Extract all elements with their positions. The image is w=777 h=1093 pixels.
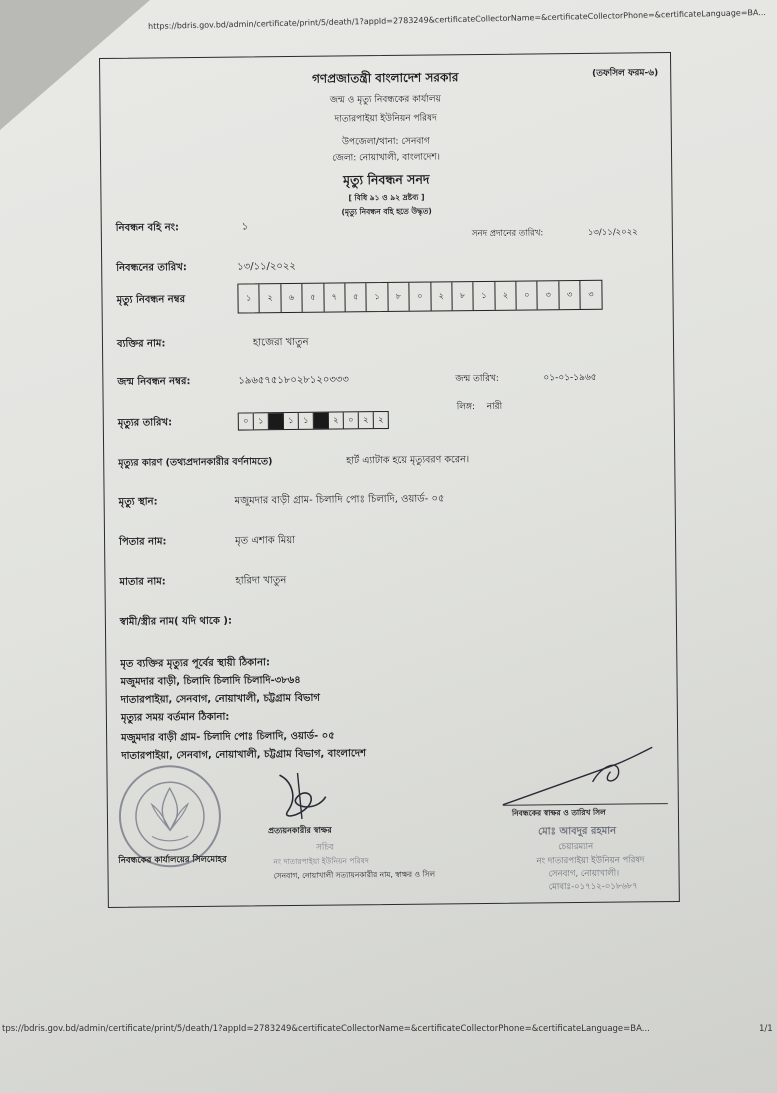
- birth-reg-value: ১৯৬৫৭৫১৮০২৮১২০৩৩৩: [238, 374, 349, 387]
- upazila-name: উপজেলা/থানা: সেনবাগ: [341, 136, 430, 148]
- death-date-digit: ০: [239, 413, 254, 429]
- issue-date-label: সনদ প্রদানের তারিখ:: [471, 228, 544, 240]
- reg-number-digit: ১: [238, 284, 260, 312]
- reg-date-value: ১৩/১১/২০২২: [237, 260, 296, 273]
- perm-address-label: মৃত ব্যক্তির মৃত্যুর পূর্বের স্থায়ী ঠিকানা:: [120, 657, 270, 670]
- registrar-label: নিবন্ধকের স্বাক্ষর ও তারিখ সিল: [511, 807, 606, 818]
- name-label: ব্যক্তির নাম:: [116, 338, 166, 350]
- union-name: দাতারপাইয়া ইউনিয়ন পরিষদ: [334, 113, 437, 125]
- extract-note: (মৃত্যু নিবন্ধন বহি হতে উদ্ধৃত): [341, 206, 432, 217]
- death-date-digit: ১: [299, 413, 314, 429]
- verifier-title: সচিব: [316, 842, 334, 853]
- verifier-signature: [267, 767, 338, 828]
- reg-no-label: মৃত্যু নিবন্ধন নম্বর: [116, 294, 186, 306]
- certificate-title: মৃত্যু নিবন্ধন সনদ: [343, 171, 430, 188]
- registrar-phone: মোবাঃ-০১৭১২-০১৮৬৮৭: [548, 881, 638, 893]
- gender-value: নারী: [486, 401, 503, 412]
- dob-label: জন্ম তারিখ:: [455, 373, 499, 385]
- death-date-separator: [269, 413, 284, 429]
- district-name: জেলা: নোয়াখালী, বাংলাদেশ।: [332, 152, 440, 164]
- spouse-label: স্বামী/স্ত্রীর নাম( যদি থাকে ):: [119, 615, 233, 628]
- reg-number-digit: ৫: [303, 284, 325, 312]
- reg-number-boxes: [237, 280, 602, 314]
- reg-number-digit: ৫: [345, 283, 367, 311]
- death-date-digit: ২: [329, 412, 344, 428]
- book-no-label: নিবন্ধন বহি নং:: [115, 222, 180, 234]
- place-value: মজুমদার বাড়ী গ্রাম- চিলাদি পোঃ চিলাদি, ওয়ার্ড- ০৫: [234, 493, 445, 507]
- place-label: মৃত্যু স্থান:: [118, 496, 158, 508]
- verifier-office: নং দাতারপাইয়া ইউনিয়ন পরিষদ: [273, 856, 369, 867]
- curr-address-label: মৃত্যুর সময় বর্তমান ঠিকানা:: [120, 711, 230, 724]
- death-date-boxes: [238, 411, 389, 431]
- death-date-digit: ২: [359, 412, 374, 428]
- registrar-area: সেনবাগ, নোয়াখালী।: [548, 868, 620, 880]
- registrar-name: মোঃ আবদুর রহমান: [538, 825, 617, 838]
- death-date-digit: ২: [378, 414, 384, 424]
- reg-number-digit: ০: [409, 283, 431, 311]
- reg-number-digit: ২: [495, 282, 517, 310]
- verifier-caption: সেনবাগ, নোয়াখালী সত্যায়নকারীর নাম, স্বাক্ষর ও সিল: [273, 869, 436, 881]
- perm-address-line1: মজুমদার বাড়ী, চিলাদি চিলাদি চিলাদি-৩৮৬৪: [120, 674, 301, 688]
- death-certificate: [99, 52, 680, 908]
- reg-date-label: নিবন্ধনের তারিখ:: [116, 262, 187, 274]
- reg-number-digit: ৬: [281, 284, 303, 312]
- cause-value: হার্ট এ্যাটাক হয়ে মৃত্যুবরণ করেন।: [346, 454, 470, 467]
- name-value: হাজেরা খাতুন: [252, 336, 309, 349]
- mother-value: হারিদা খাতুন: [235, 575, 287, 587]
- curr-address-line2: দাতারপাইয়া, সেনবাগ, নোয়াখালী, চট্টগ্রাম বিভাগ, বাংলাদেশ: [121, 748, 367, 762]
- mother-label: মাতার নাম:: [119, 576, 166, 588]
- reg-number-digit: ২: [260, 284, 282, 312]
- print-url-footer: tps://bdris.gov.bd/admin/certificate/print/5/death/1?appId=2783249&certificateCollectorName=&certificateCollectorPhone=&certificateLanguage=BA...: [2, 1024, 650, 1034]
- seal-caption: নিবন্ধকের কার্যালয়ের সিলমোহর: [118, 854, 227, 866]
- registrar-title: চেয়ারম্যান: [558, 841, 594, 853]
- government-title: গণপ্রজাতন্ত্রী বাংলাদেশ সরকার: [311, 70, 459, 86]
- death-date-digit: ১: [254, 413, 269, 429]
- gender-label: লিঙ্গ:: [456, 402, 476, 413]
- print-url-header: https://bdris.gov.bd/admin/certificate/print/5/death/1?appId=2783249&certificateCollectorName=&certificateCollectorPhone=&certificateLanguage=BA...: [148, 7, 767, 31]
- father-label: পিতার নাম:: [119, 536, 167, 548]
- reg-number-digit: ৮: [388, 283, 410, 311]
- father-value: মৃত এশাক মিয়া: [235, 534, 296, 547]
- page-number: 1/1: [759, 1024, 773, 1034]
- perm-address-line2: দাতারপাইয়া, সেনবাগ, নোয়াখালী, চট্টগ্রাম বিভাগ: [120, 692, 320, 706]
- cause-label: মৃত্যুর কারণ (তথ্যপ্রদানকারীর বর্ণনামতে): [118, 456, 273, 469]
- reg-number-digit: ৩: [538, 281, 560, 309]
- reg-number-digit: ৮: [452, 282, 474, 310]
- reg-number-digit: ৩: [588, 289, 594, 299]
- reg-number-digit: ৩: [559, 281, 581, 309]
- reg-number-digit: ১: [367, 283, 389, 311]
- office-name: জন্ম ও মৃত্যু নিবন্ধকের কার্যালয়: [329, 94, 441, 106]
- reg-number-digit: ৭: [324, 283, 346, 311]
- birth-reg-label: জন্ম নিবন্ধন নম্বর:: [117, 376, 191, 388]
- verifier-label: প্রত্যয়নকারীর স্বাক্ষর: [268, 825, 332, 836]
- form-code: (তফসিল ফরম-৬): [592, 68, 659, 79]
- dob-value: ০১-০১-১৯৬৫: [543, 372, 597, 384]
- rule-reference: [ বিধি ৯১ ও ৯২ দ্রষ্টব্য ]: [348, 192, 425, 203]
- reg-number-digit: ১: [474, 282, 496, 310]
- death-date-digit: ১: [284, 413, 299, 429]
- reg-number-digit: ০: [516, 281, 538, 309]
- dod-label: মৃত্যুর তারিখ:: [117, 417, 173, 429]
- registrar-office: নং দাতারপাইয়া ইউনিয়ন পরিষদ: [536, 855, 645, 867]
- reg-number-digit: ২: [431, 282, 453, 310]
- book-no-value: ১: [241, 221, 249, 233]
- death-date-digit: ০: [344, 412, 359, 428]
- curr-address-line1: মজুমদার বাড়ী গ্রাম- চিলাদি পোঃ চিলাদি, ওয়ার্ড- ০৫: [121, 730, 335, 744]
- death-date-separator: [314, 413, 329, 429]
- issue-date-value: ১৩/১১/২০২২: [587, 227, 638, 238]
